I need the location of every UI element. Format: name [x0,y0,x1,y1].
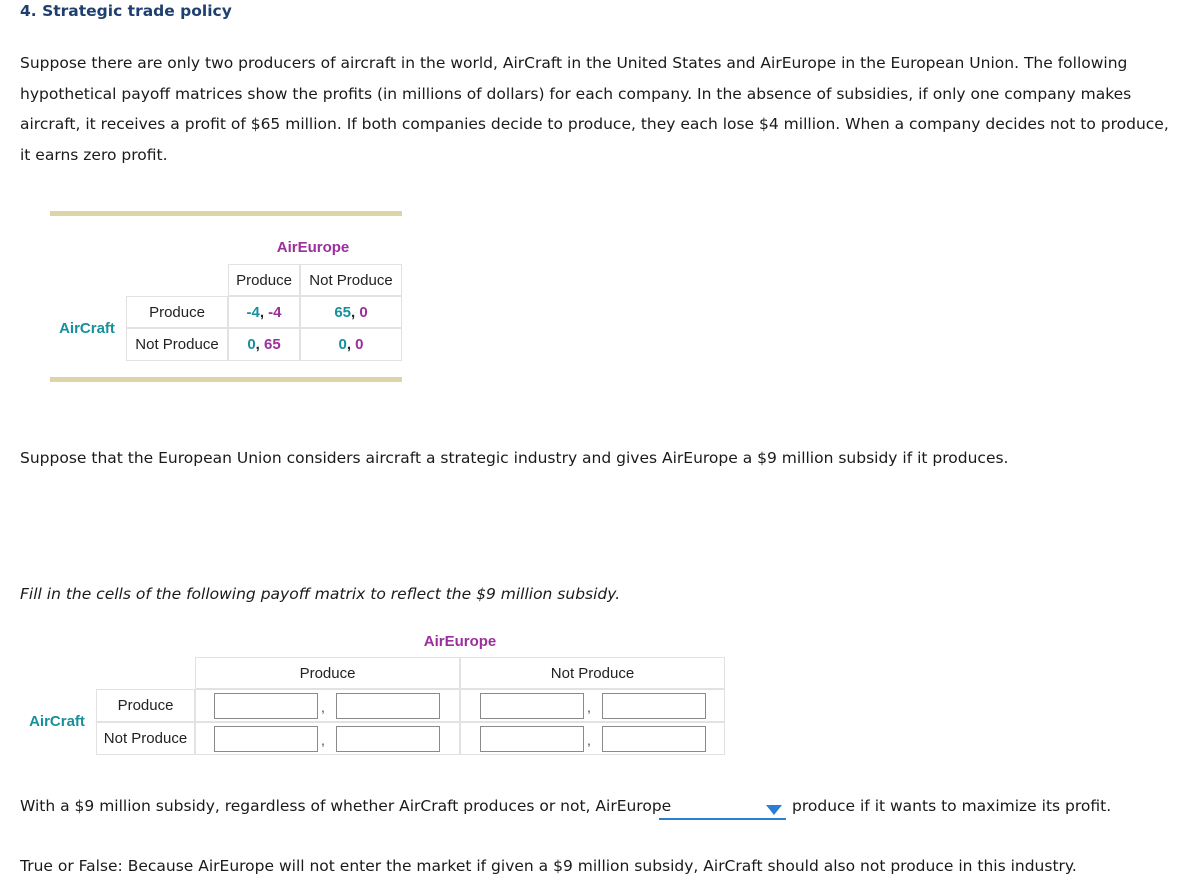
row-header-not-produce: Not Produce [96,722,195,755]
question-1-suffix: produce if it wants to maximize its profit. [792,797,1112,815]
payoff-separator: , [321,732,325,748]
aireurope-payoff: -4 [268,303,282,321]
payoff-cell: 65 , 0 [300,296,402,328]
aircraft-payoff-input[interactable] [214,693,318,719]
aircraft-payoff: 0 [338,336,347,353]
matrix-bottom-bar [50,377,402,382]
payoff-cell: 0 , 65 [228,328,300,361]
payoff-separator: , [587,699,591,715]
aireurope-payoff-input[interactable] [336,726,440,752]
col-header-not-produce: Not Produce [460,657,725,689]
subsidy-sentence: Suppose that the European Union considers aircraft a strategic industry and gives AirEurope a $9 million subsidy if it produces. [20,449,1009,467]
question-2-text: True or False: Because AirEurope will not enter the market if given a $9 million subsidy, AirCraft should also not produce in this industry. [20,857,1077,875]
aircraft-payoff-input[interactable] [480,693,584,719]
payoff-cell: -4 , -4 [228,296,300,328]
aircraft-payoff: 0 [247,336,256,353]
col-player-label: AirEurope [423,632,497,650]
aireurope-payoff-input[interactable] [602,693,706,719]
row-header-produce: Produce [126,296,228,328]
row-header-not-produce: Not Produce [126,328,228,361]
row-player-label: AirCraft [29,712,85,730]
col-player-label: AirEurope [276,238,350,256]
intro-paragraph: Suppose there are only two producers of aircraft in the world, AirCraft in the United States and AirEurope in the European Union. The following hypothetical payoff matrices show the profits (in millions of dollars) for each company. In the absence of subsidies, if only one company makes aircraft, it receives a profit of $65 million. If both companies decide to produce, they each lose $4 million. When a company decides not to produce, it earns zero profit. [20,54,1169,164]
page-title: 4. Strategic trade policy [20,2,232,20]
col-header-produce: Produce [228,264,300,296]
instruction-text: Fill in the cells of the following payoff matrix to reflect the $9 million subsidy. [20,585,621,603]
matrix-top-bar [50,211,402,216]
payoff-separator: , [587,732,591,748]
aircraft-payoff-input[interactable] [214,726,318,752]
col-header-produce: Produce [195,657,460,689]
question-1-prefix: With a $9 million subsidy, regardless of whether AirCraft produces or not, AirEurope [20,797,672,815]
aireurope-payoff-input[interactable] [602,726,706,752]
aircraft-payoff-input[interactable] [480,726,584,752]
payoff-cell: 0 , 0 [300,328,402,361]
aireurope-payoff: 0 [355,336,364,353]
aireurope-payoff-input[interactable] [336,693,440,719]
col-header-not-produce: Not Produce [300,264,402,296]
produce-decision-dropdown[interactable] [659,800,786,820]
caret-down-icon[interactable] [766,805,782,815]
row-header-produce: Produce [96,689,195,722]
aircraft-payoff: -4 [246,303,260,321]
aireurope-payoff: 0 [359,303,368,321]
payoff-separator: , [321,699,325,715]
row-player-label: AirCraft [59,319,115,337]
aircraft-payoff: 65 [334,303,351,321]
aireurope-payoff: 65 [264,336,281,353]
